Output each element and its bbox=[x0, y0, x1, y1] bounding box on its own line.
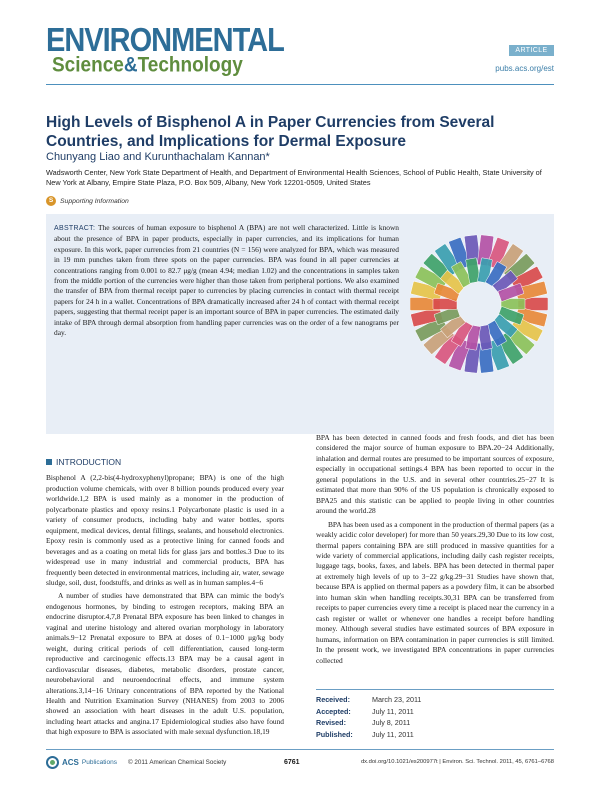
abstract-label: ABSTRACT: bbox=[54, 225, 96, 232]
body-column-left bbox=[46, 457, 284, 741]
article-authors[interactable]: Chunyang Liao and Kurunthachalam Kannan* bbox=[46, 151, 270, 163]
history-row-revised: Revised: July 8, 2011 bbox=[316, 718, 411, 728]
acs-logo-icon bbox=[46, 756, 59, 769]
supporting-info-label: Supporting Information bbox=[60, 197, 129, 205]
journal-logo[interactable] bbox=[46, 20, 284, 80]
abstract-body: The sources of human exposure to bisphenol A (BPA) are not well characterized. Little is known about the presence of BPA in paper products, especially in paper currencies, and its implications for human exposure. In this work, paper currencies from 21 countries (N = 156) were analyzed for BPA, which was measured in 19 mm punches taken from three spots on the paper currencies. BPA was found in all paper currencies at concentrations ranging from 0.001 to 82.7 μg/g (mean 4.94; median 1.02) and the concentrations in samples taken from the middle portion of the currencies were higher than those taken from peripheral portions. We also examined the transfer of BPA from thermal receipt paper to currencies by placing currencies in contact with thermal receipt papers for 24 h in a wallet. Concentrations of BPA dramatically increased after 24 h of contact with thermal receipt papers, suggesting that thermal receipt paper is an important source of BPA in paper currencies. The estimated daily intake of BPA through dermal absorption from handling paper currencies was on the order of a few nanograms per day. bbox=[54, 223, 399, 338]
doi-citation-link[interactable]: dx.doi.org/10.1021/es200977t | Environ. Sci. Technol. 2011, 45, 6761–6768 bbox=[360, 759, 554, 765]
paragraph: Bisphenol A (2,2-bis(4-hydroxyphenyl)propane; BPA) is one of the high production volume chemicals, with over 8 billion pounds produced every year worldwide.1,2 BPA is used mainly as a monomer in the production of polycarbonate plastics and epoxy resins.1 Polycarbonate plastic is used in a variety of consumer products, including baby and water bottles, sports equipment, medical devices, dental fillings, sealants, and household electronics. Epoxy resin is commonly used as a protective lining for canned foods and beverages and as a coating on metal lids for glass jars and bottles.3 Due to its widespread use in many industrial and commercial products, BPA has frequently been detected in environmental matrices, including air, water, sewage sludge, soil, dust, foodstuffs, and drinks as well as in human samples.4−6 bbox=[46, 473, 284, 587]
paragraph: BPA has been used as a component in the production of thermal papers (as a weakly acidic color developer) for more than 50 years.29,30 Due to its low cost, thermal papers containing BPA are still produced in massive quantities for a wide variety of commercial applications, including daily cash register receipts, luggage tags, books, faxes, and labels. BPA has been detected in thermal paper at extremely high levels of up to 3−22 g/kg.29−31 Studies have shown that, because BPA is applied on thermal papers as a powdery film, it can be absorbed into human skin when handling receipts.30,31 BPA can be transferred from receipts to paper currencies every time a receipt is placed near the currency in a cash register or wallet or whenever one handles a receipt before handling money. Although several studies have estimated sources of BPA exposure in humans, information on BPA contamination in paper currencies is still limited. In the present work, we investigated BPA concentrations in paper currencies collected bbox=[316, 519, 554, 665]
journal-masthead bbox=[46, 20, 554, 80]
article-history bbox=[316, 689, 554, 740]
abstract-panel bbox=[46, 214, 554, 434]
page-number: 6761 bbox=[284, 759, 300, 766]
author-affiliation: Wadsworth Center, New York State Department of Health, and Department of Environmental Health Sciences, School of Public Health, State University of New York at Albany, Empire State Plaza, P.O. Box 509, Albany, New York 12201-0509, United States bbox=[46, 168, 542, 187]
copyright-notice: © 2011 American Chemical Society bbox=[128, 759, 227, 766]
logo-environmental: ENVIRONMENTAL bbox=[46, 22, 284, 59]
abstract-text bbox=[54, 223, 399, 338]
supporting-information-link[interactable] bbox=[46, 196, 129, 206]
article-title: High Levels of Bisphenol A in Paper Currencies from Several Countries, and Implications for Dermal Exposure bbox=[46, 114, 495, 150]
section-heading-introduction bbox=[46, 457, 284, 467]
logo-science-technology: Science&Technology bbox=[52, 54, 243, 78]
paragraph: A number of studies have demonstrated that BPA can mimic the body's endogenous hormones, by binding to estrogen receptors, making BPA an endocrine disruptor.4,7,8 Prenatal BPA exposure has been linked to changes in vaginal and uterine histology and altered ovarian morphology in laboratory animals.9−12 Prenatal exposure to BPA at doses of 0.1−1000 μg/kg body weight, during critical periods of cell differentiation, caused long-term reproductive and carcinogenic effects.13 BPA may be a causal agent in cardiovascular diseases, diabetes, metabolic disorders, prostate cancer, neurobehavioral and neuroendocrinal effects, and immune system alterations.3,14−16 Urinary concentrations of BPA reported by the National Health and Nutrition Examination Survey (NHANES) from 2003 to 2006 showed an association with heart diseases in the adult U.S. population, including heart attacks and angina.17 Epidemiological studies also have found that high exposure to BPA is associated with male sexual dysfunction.18,19 bbox=[46, 591, 284, 737]
body-column-right bbox=[316, 433, 554, 669]
history-row-published: Published: July 11, 2011 bbox=[316, 729, 414, 739]
history-row-received: Received: March 23, 2011 bbox=[316, 695, 422, 704]
article-type-tag: ARTICLE bbox=[509, 45, 554, 56]
acs-publications-logo[interactable]: ACS Publications bbox=[46, 756, 117, 769]
header-divider bbox=[46, 84, 554, 85]
journal-url-link[interactable]: pubs.acs.org/est bbox=[495, 64, 554, 73]
history-row-accepted: Accepted: July 11, 2011 bbox=[316, 706, 414, 716]
page-footer bbox=[46, 749, 554, 769]
supporting-info-icon: S bbox=[46, 196, 56, 206]
section-heading-text: INTRODUCTION bbox=[56, 457, 122, 467]
banknote-wheel-image bbox=[410, 220, 548, 396]
paragraph: BPA has been detected in canned foods and fresh foods, and diet has been considered the major source of human exposure to BPA.20−24 Additionally, inhalation and dermal routes are presumed to be important sources of exposure, especially in occupational settings.4 BPA has been reported to occur in the general populations in the U.S. and in several other countries.25−27 It is estimated that more than 90% of the US population is chronically exposed to BPA25 and this statistic can be applied to people living in other countries around the world.28 bbox=[316, 433, 554, 516]
section-square-icon bbox=[46, 459, 52, 465]
